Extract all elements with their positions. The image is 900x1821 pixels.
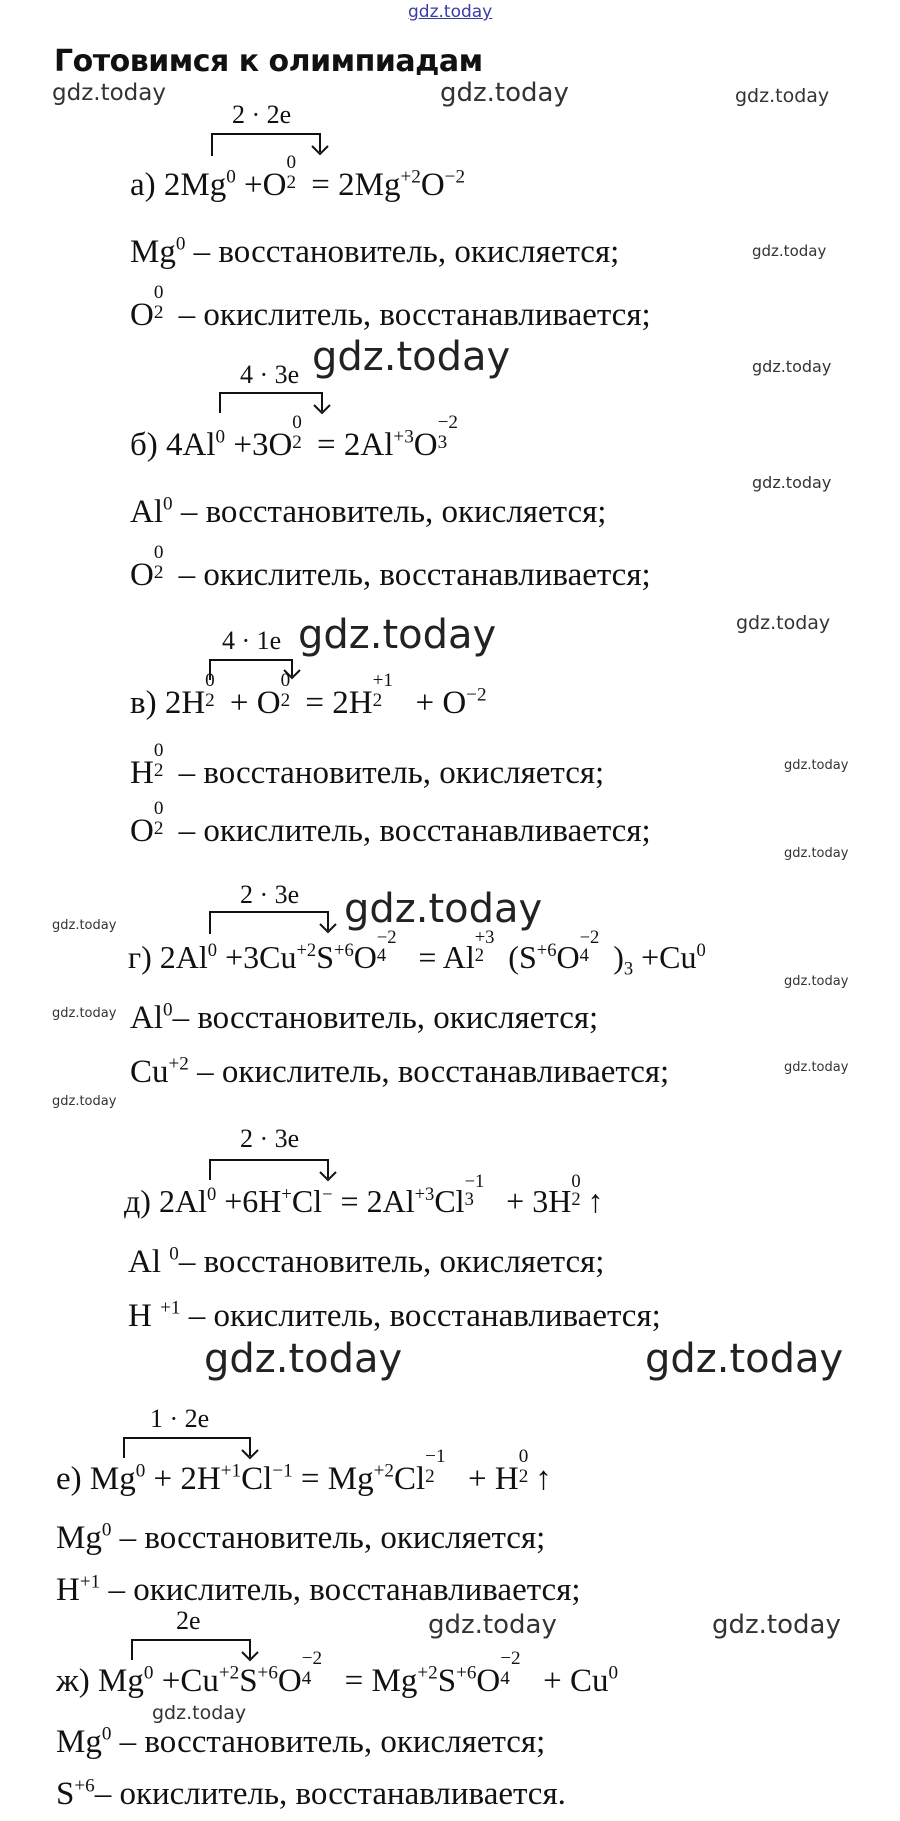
- transfer-label-zh: 2e: [176, 1606, 201, 1635]
- reducer-role: – восстановитель, окисляется;: [178, 755, 605, 791]
- reducer-line-a: Mg$^0$ – восстановитель, окисляется;: [130, 233, 620, 270]
- item-label: ж): [56, 1663, 90, 1699]
- item-label: е): [56, 1461, 82, 1497]
- watermark: gdz.today: [440, 78, 569, 108]
- watermark: gdz.today: [736, 612, 831, 634]
- reducer-line-v: H 0 2 – восстановитель, окисляется;: [130, 740, 605, 791]
- watermark: gdz.today: [735, 85, 830, 107]
- transfer-label-d: 2 · 3e: [240, 1124, 300, 1153]
- watermark: gdz.today: [712, 1610, 841, 1640]
- item-label: д): [124, 1183, 151, 1219]
- watermark: gdz.today: [752, 473, 832, 492]
- item-label: г): [128, 939, 152, 975]
- oxidizer-role: – окислитель, восстанавливается;: [108, 1572, 581, 1608]
- oxidizer-line-a: O 0 2 – окислитель, восстанавливается;: [130, 282, 651, 333]
- reducer-role: – восстановитель, окисляется;: [119, 1520, 546, 1556]
- item-label: а): [130, 167, 156, 203]
- oxidizer-line-b: O 0 2 – окислитель, восстанавливается;: [130, 542, 651, 593]
- equation-v: в) 2H 0 2 + O 0 2 = 2H +1 2 + $O^{-2}$: [130, 670, 487, 721]
- oxidizer-line-v: O 0 2 – окислитель, восстанавливается;: [130, 798, 651, 849]
- equation-b: б) $4Al^0 +3O$ 0 2 = $2Al^{+3}O$ −2 3: [130, 412, 458, 463]
- reducer-line-b: Al$^0$ – восстановитель, окисляется;: [130, 493, 607, 530]
- reducer-role: – восстановитель, окисляется;: [180, 494, 607, 530]
- watermark: gdz.today: [52, 1094, 117, 1109]
- watermark: gdz.today: [312, 334, 511, 380]
- watermark: gdz.today: [52, 1006, 117, 1021]
- watermark: gdz.today: [344, 886, 543, 932]
- oxidizer-line-zh: $S^{+6}-$ окислитель, восстанавливается.: [56, 1775, 566, 1812]
- page-title: Готовимся к олимпиадам: [54, 44, 483, 79]
- equation-g: г) $2Al^0 +3Cu^{+2}S^{+6}O$ −2 4 = Al +3 2 ($S^{+6}O$ −2 4 )$_3 +Cu^0$: [128, 926, 706, 980]
- transfer-label-g: 2 · 3e: [240, 880, 300, 909]
- oxidizer-role: – окислитель, восстанавливается.: [94, 1776, 566, 1812]
- equation-e: е) $Mg^0 + 2H^{+1}Cl^{-1} = Mg^{+2}Cl$ −1 2 + H 0 2 ↑: [56, 1446, 552, 1497]
- oxidizer-role: – окислитель, восстанавливается;: [178, 297, 651, 333]
- equation-d: д) $2Al^0 +6H^+Cl^- = 2Al^{+3}Cl$ −1 3 + 3H 0 2 ↑: [124, 1170, 604, 1219]
- oxidizer-role: – окислитель, восстанавливается;: [197, 1054, 670, 1090]
- watermark: gdz.today: [784, 1060, 849, 1075]
- watermark: gdz.today: [204, 1336, 403, 1382]
- item-label: б): [130, 427, 158, 463]
- watermark: gdz.today: [752, 357, 832, 376]
- reducer-line-d: Al $^0$– восстановитель, окисляется;: [128, 1243, 605, 1280]
- watermark: gdz.today: [784, 974, 849, 989]
- reducer-role: – восстановитель, окисляется;: [193, 234, 620, 270]
- watermark: gdz.today: [752, 242, 827, 260]
- reducer-role: – восстановитель, окисляется;: [178, 1244, 605, 1280]
- equation-zh: ж) $Mg^0 +Cu^{+2}S^{+6}O$ −2 4 = $Mg^{+2}S^{+6}O$ −2 4 + $Cu^0$: [56, 1648, 619, 1699]
- reducer-line-g: Al$^0$– восстановитель, окисляется;: [130, 999, 599, 1036]
- watermark: gdz.today: [645, 1336, 844, 1382]
- transfer-label-e: 1 · 2e: [150, 1404, 210, 1433]
- reducer-line-zh: Mg$^0$ – восстановитель, окисляется;: [56, 1723, 546, 1760]
- oxidizer-role: – окислитель, восстанавливается;: [178, 557, 651, 593]
- watermark: gdz.today: [152, 1702, 247, 1724]
- watermark: gdz.today: [784, 846, 849, 861]
- reducer-role: – восстановитель, окисляется;: [172, 1000, 599, 1036]
- watermark: gdz.today: [428, 1610, 557, 1640]
- item-label: в): [130, 685, 157, 721]
- watermark: gdz.today: [52, 918, 117, 933]
- oxidizer-line-g: $Cu^{+2}$ – окислитель, восстанавливается;: [130, 1053, 670, 1090]
- watermark-top[interactable]: gdz.today: [408, 2, 493, 22]
- transfer-label-a: 2 · 2e: [232, 100, 292, 129]
- watermark: gdz.today: [784, 758, 849, 773]
- transfer-label-v: 4 · 1e: [222, 626, 282, 655]
- oxidizer-role: – окислитель, восстанавливается;: [188, 1298, 661, 1334]
- equation-a: а) $2Mg^0 +O$ 0 2 = $2Mg^{+2}O^{-2}$: [130, 152, 466, 203]
- oxidizer-line-e: $H^{+1}$ – окислитель, восстанавливается;: [56, 1571, 581, 1608]
- watermark: gdz.today: [298, 612, 497, 658]
- watermark: gdz.today: [52, 80, 166, 106]
- reducer-line-e: Mg$^0$ – восстановитель, окисляется;: [56, 1519, 546, 1556]
- oxidizer-line-d: H $^{+1}$ – окислитель, восстанавливается;: [128, 1297, 661, 1334]
- reducer-role: – восстановитель, окисляется;: [119, 1724, 546, 1760]
- oxidizer-role: – окислитель, восстанавливается;: [178, 813, 651, 849]
- transfer-label-b: 4 · 3e: [240, 360, 300, 389]
